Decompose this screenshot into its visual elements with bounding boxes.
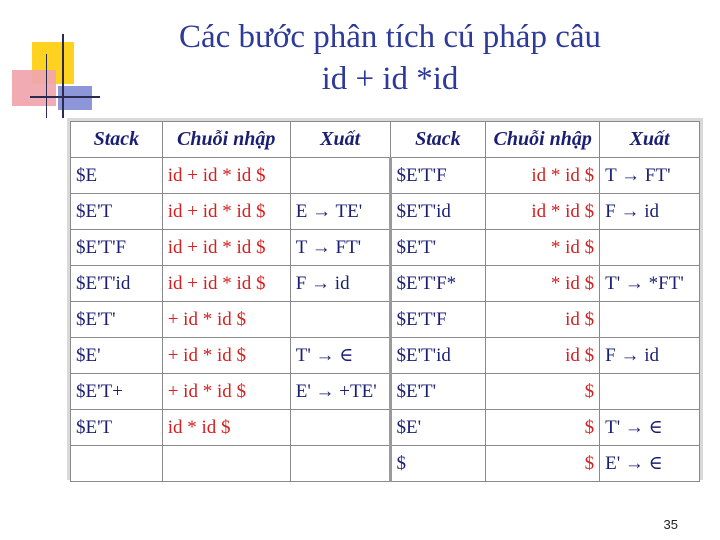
cell-input-left: id + id * id $ (162, 266, 290, 302)
header-output-right: Xuất (600, 122, 700, 158)
slide-title (100, 16, 680, 100)
cell-stack-right: $E'T'id (390, 338, 486, 374)
cell-input-right: $ (486, 446, 600, 482)
page-number: 35 (663, 517, 678, 532)
cell-stack-left: $E'T'F (71, 230, 163, 266)
cell-output-left (290, 446, 390, 482)
cell-output-left: T' → ∈ (290, 338, 390, 374)
header-stack-left: Stack (71, 122, 163, 158)
cell-output-right (600, 302, 700, 338)
table-row (71, 230, 700, 266)
cell-output-left: F → id (290, 266, 390, 302)
decor-horizontal-line (30, 96, 100, 98)
parse-table-container (67, 118, 703, 480)
cell-output-right: E' → ∈ (600, 446, 700, 482)
table-row (71, 194, 700, 230)
table-row (71, 374, 700, 410)
table-row (71, 158, 700, 194)
cell-input-left (162, 446, 290, 482)
parse-table (70, 121, 700, 482)
cell-output-right: T → FT' (600, 158, 700, 194)
cell-stack-left: $E'T (71, 410, 163, 446)
cell-stack-right: $E'T' (390, 230, 486, 266)
cell-stack-left: $E'T' (71, 302, 163, 338)
cell-input-right: id $ (486, 338, 600, 374)
slide-title-line1: Các bước phân tích cú pháp câu (178, 19, 601, 55)
cell-stack-right: $E'T'F (390, 158, 486, 194)
cell-input-right: id * id $ (486, 158, 600, 194)
cell-stack-right: $E'T'id (390, 194, 486, 230)
cell-stack-left: $E'T'id (71, 266, 163, 302)
cell-output-right (600, 230, 700, 266)
header-output-left: Xuất (290, 122, 390, 158)
cell-input-right: id $ (486, 302, 600, 338)
cell-output-left (290, 410, 390, 446)
cell-stack-left: $E (71, 158, 163, 194)
table-row (71, 410, 700, 446)
slide-title-line2: id + id *id (321, 61, 459, 97)
cell-output-left: T → FT' (290, 230, 390, 266)
table-row (71, 338, 700, 374)
cell-input-right: * id $ (486, 230, 600, 266)
table-row (71, 266, 700, 302)
cell-input-left: id + id * id $ (162, 158, 290, 194)
cell-input-right: $ (486, 374, 600, 410)
cell-stack-right: $E'T'F* (390, 266, 486, 302)
decor-vertical-line-thin (46, 54, 47, 118)
cell-stack-left: $E'T+ (71, 374, 163, 410)
cell-output-left (290, 158, 390, 194)
cell-input-right: $ (486, 410, 600, 446)
cell-stack-left: $E' (71, 338, 163, 374)
decor-pink-square (12, 70, 56, 106)
table-header-row (71, 122, 700, 158)
header-input-right: Chuỗi nhập (486, 122, 600, 158)
table-row (71, 302, 700, 338)
cell-output-right: T' → *FT' (600, 266, 700, 302)
cell-input-left: id + id * id $ (162, 230, 290, 266)
table-body (71, 158, 700, 482)
cell-stack-right: $E' (390, 410, 486, 446)
cell-stack-left: $E'T (71, 194, 163, 230)
cell-output-left: E' → +TE' (290, 374, 390, 410)
table-row (71, 446, 700, 482)
cell-output-left (290, 302, 390, 338)
cell-stack-left (71, 446, 163, 482)
cell-output-right: F → id (600, 194, 700, 230)
cell-output-right (600, 374, 700, 410)
decor-vertical-line (62, 34, 64, 118)
cell-stack-right: $E'T'F (390, 302, 486, 338)
cell-stack-right: $E'T' (390, 374, 486, 410)
cell-input-right: * id $ (486, 266, 600, 302)
cell-input-left: + id * id $ (162, 338, 290, 374)
cell-input-right: id * id $ (486, 194, 600, 230)
cell-output-right: T' → ∈ (600, 410, 700, 446)
cell-output-left: E → TE' (290, 194, 390, 230)
cell-input-left: + id * id $ (162, 302, 290, 338)
cell-input-left: id * id $ (162, 410, 290, 446)
cell-input-left: id + id * id $ (162, 194, 290, 230)
cell-output-right: F → id (600, 338, 700, 374)
header-input-left: Chuỗi nhập (162, 122, 290, 158)
cell-stack-right: $ (390, 446, 486, 482)
cell-input-left: + id * id $ (162, 374, 290, 410)
header-stack-right: Stack (390, 122, 486, 158)
